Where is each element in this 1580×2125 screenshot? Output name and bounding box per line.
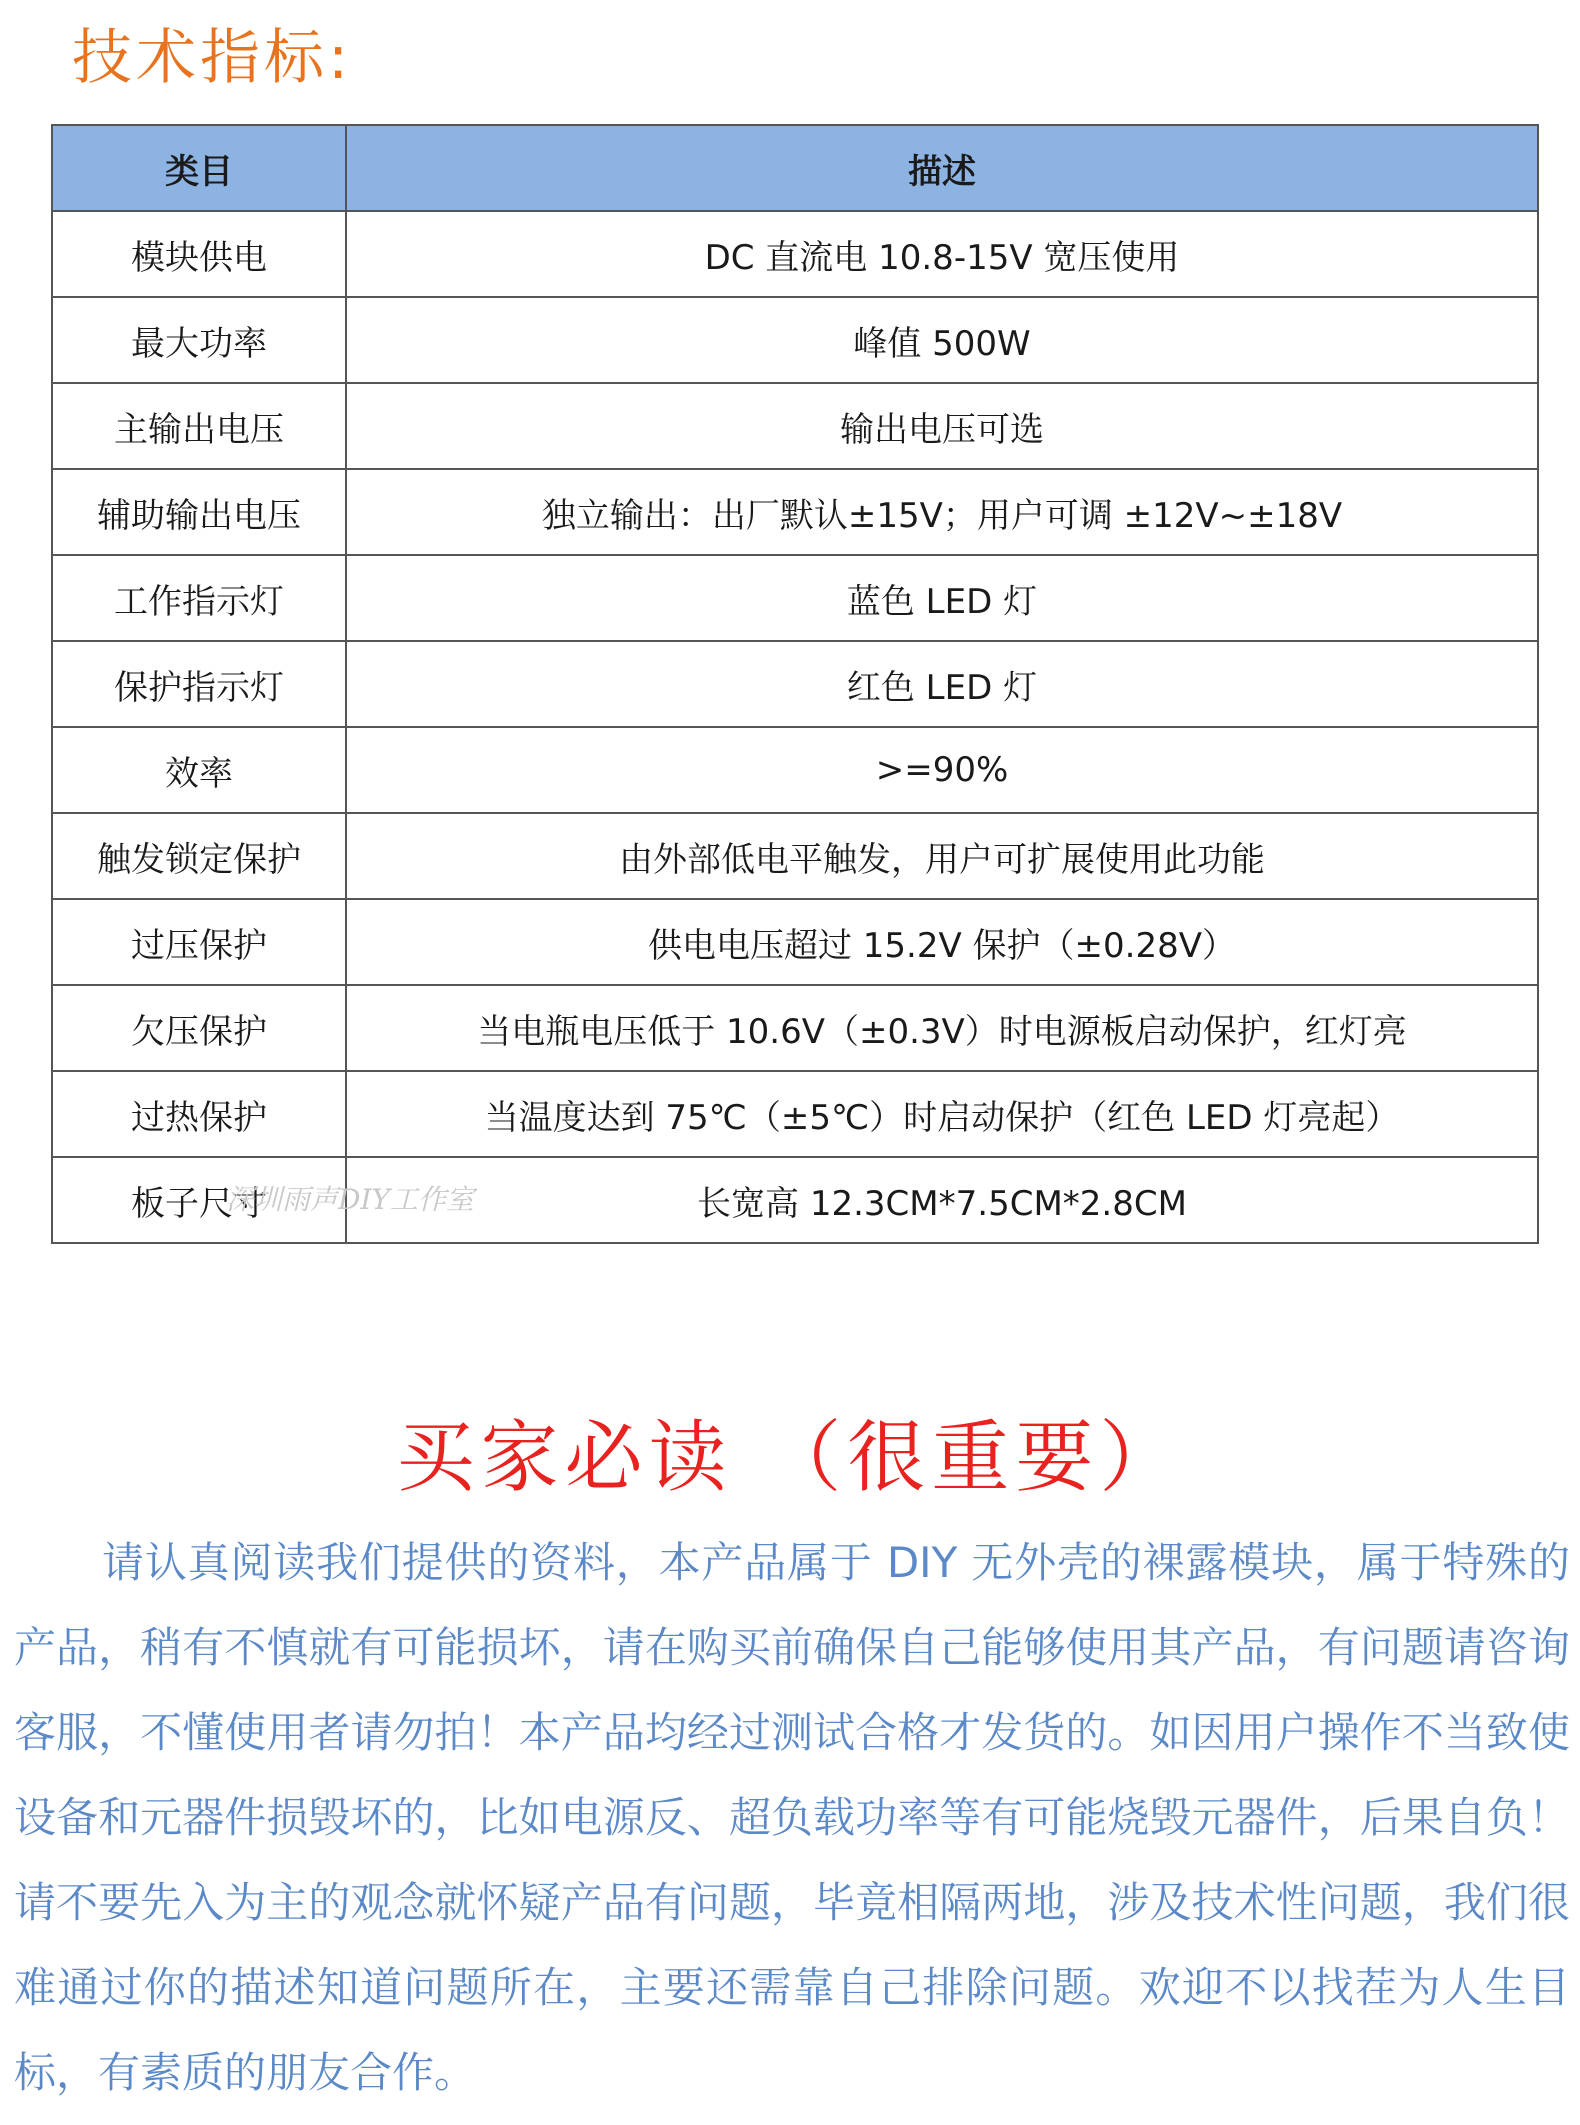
cell-description: 输出电压可选	[346, 383, 1538, 469]
table-header-row	[52, 125, 1538, 211]
table-row	[52, 727, 1538, 813]
cell-category: 保护指示灯	[52, 641, 346, 727]
cell-description: 红色 LED 灯	[346, 641, 1538, 727]
cell-description: 当温度达到 75℃（±5℃）时启动保护（红色 LED 灯亮起）	[346, 1071, 1538, 1157]
table-row	[52, 383, 1538, 469]
table-row	[52, 297, 1538, 383]
table-row	[52, 813, 1538, 899]
cell-category: 过热保护	[52, 1071, 346, 1157]
table-row	[52, 985, 1538, 1071]
notice-title: 买家必读 （很重要）	[396, 1413, 1184, 1503]
table-row	[52, 469, 1538, 555]
table-row	[52, 899, 1538, 985]
notice-body: 请认真阅读我们提供的资料，本产品属于 DIY 无外壳的裸露模块，属于特殊的产品，稍有不慎就有可能损坏，请在购买前确保自己能够使用其产品，有问题请咨询客服，不懂使用者请勿拍！本产品均经过测试合格才发货的。如因用户操作不当致使设备和元器件损毁坏的，比如电源反、超负载功率等有可能烧毁元器件，后果自负！请不要先入为主的观念就怀疑产品有问题，毕竟相隔两地，涉及技术性问题，我们很难通过你的描述知道问题所在，主要还需靠自己排除问题。欢迎不以找茬为人生目标，有素质的朋友合作。	[14, 1538, 1570, 2097]
column-header-description: 描述	[346, 125, 1538, 211]
cell-category: 触发锁定保护	[52, 813, 346, 899]
cell-description: 当电瓶电压低于 10.6V（±0.3V）时电源板启动保护，红灯亮	[346, 985, 1538, 1071]
cell-category: 效率	[52, 727, 346, 813]
cell-description: >=90%	[346, 727, 1538, 813]
table-row	[52, 1071, 1538, 1157]
cell-description: 供电电压超过 15.2V 保护（±0.28V）	[346, 899, 1538, 985]
cell-category: 最大功率	[52, 297, 346, 383]
table-row	[52, 641, 1538, 727]
section-heading: 技术指标:	[72, 23, 353, 93]
cell-description: 由外部低电平触发，用户可扩展使用此功能	[346, 813, 1538, 899]
cell-category: 过压保护	[52, 899, 346, 985]
cell-description: 独立输出：出厂默认±15V；用户可调 ±12V~±18V	[346, 469, 1538, 555]
cell-category: 欠压保护	[52, 985, 346, 1071]
cell-category: 辅助输出电压	[52, 469, 346, 555]
table-row	[52, 555, 1538, 641]
cell-description: 蓝色 LED 灯	[346, 555, 1538, 641]
cell-category: 模块供电	[52, 211, 346, 297]
cell-description: 长宽高 12.3CM*7.5CM*2.8CM	[346, 1157, 1538, 1243]
cell-description: DC 直流电 10.8-15V 宽压使用	[346, 211, 1538, 297]
watermark: 深圳雨声DIY工作室	[226, 1183, 474, 1216]
cell-description: 峰值 500W	[346, 297, 1538, 383]
table-row	[52, 211, 1538, 297]
cell-category: 主输出电压	[52, 383, 346, 469]
cell-category: 工作指示灯	[52, 555, 346, 641]
cell-category: 板子尺寸	[52, 1157, 346, 1243]
column-header-category: 类目	[52, 125, 346, 211]
spec-table	[51, 124, 1539, 1244]
